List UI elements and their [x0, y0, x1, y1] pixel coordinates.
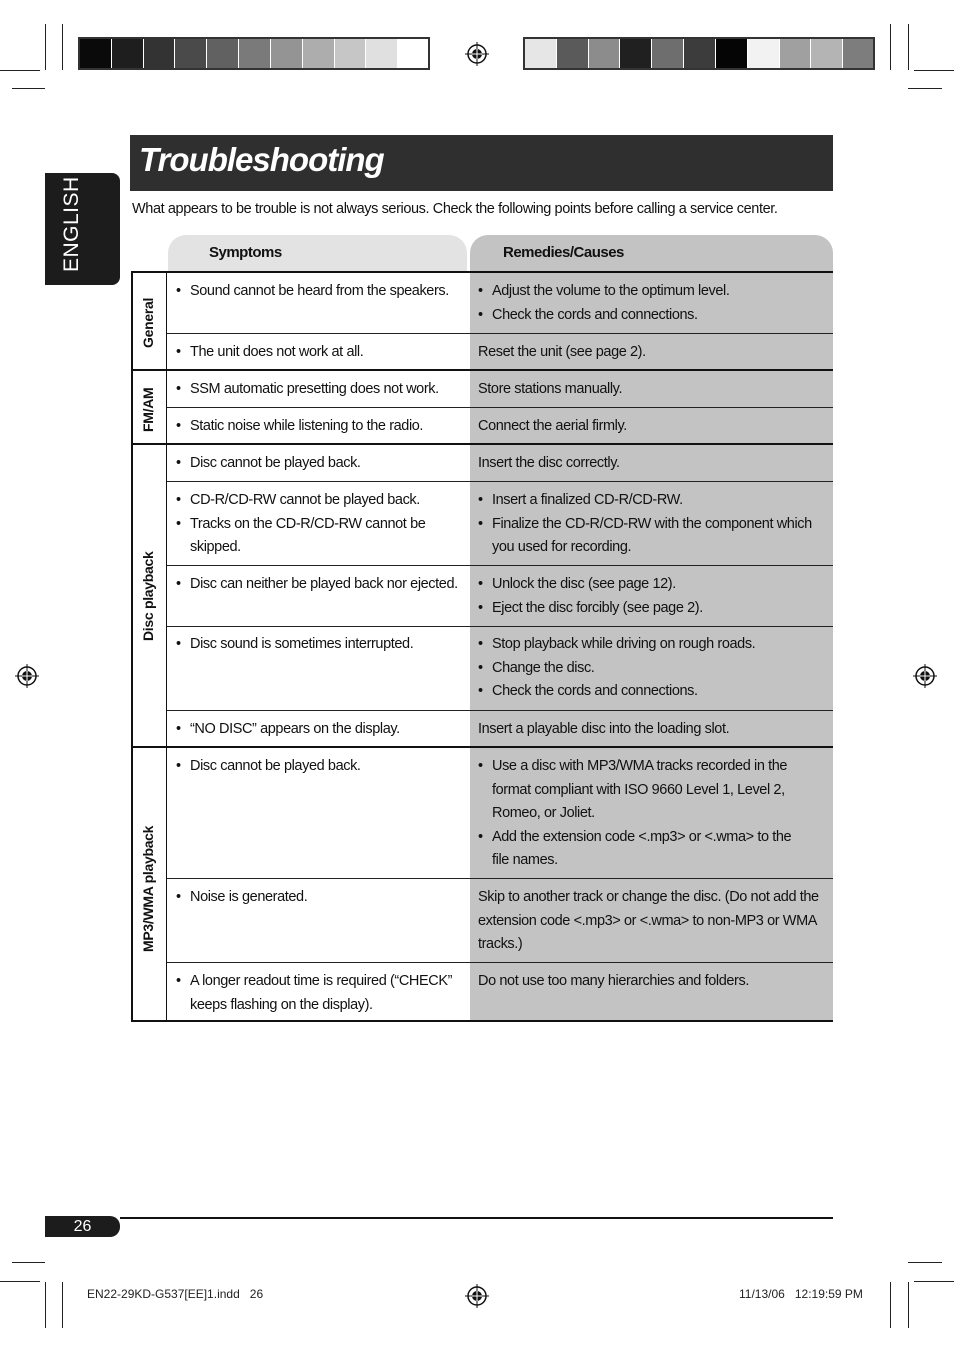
- table-row: [176, 886, 466, 910]
- table-row: [176, 452, 466, 476]
- row-divider: [167, 962, 833, 963]
- remedy-text: • Change the disc.: [478, 657, 824, 681]
- symptom-text: • Static noise while listening to the radio.: [176, 415, 466, 439]
- symptom-text: • Noise is generated.: [176, 886, 466, 910]
- table-row: [176, 280, 466, 304]
- remedy-text: Insert a playable disc into the loading slot.: [478, 721, 730, 737]
- remedy-text: Insert the disc correctly.: [478, 455, 620, 471]
- group-divider: [131, 1020, 833, 1022]
- row-divider: [167, 710, 833, 711]
- symptom-text: • Disc sound is sometimes interrupted.: [176, 633, 466, 657]
- crop-mark: [0, 70, 40, 71]
- group-divider: [131, 271, 833, 273]
- print-file-info: [87, 1287, 263, 1301]
- crop-mark: [908, 88, 942, 89]
- crop-mark: [62, 1282, 63, 1328]
- symptom-text: • “NO DISC” appears on the display.: [176, 718, 466, 742]
- remedy-cell: [478, 489, 824, 560]
- crop-mark: [45, 1282, 46, 1328]
- remedy-text: • Eject the disc forcibly (see page 2).: [478, 597, 824, 621]
- page-number: 26: [45, 1216, 120, 1237]
- crop-mark: [914, 1281, 954, 1282]
- symptom-text: • Disc cannot be played back.: [176, 755, 466, 779]
- remedy-text: • Use a disc with MP3/WMA tracks recorded in the format compliant with ISO 9660 Level 1, Level 2, Romeo, or Joliet.: [478, 755, 808, 826]
- registration-mark-icon: [15, 664, 39, 688]
- row-divider: [167, 878, 833, 879]
- table-row: [176, 489, 470, 560]
- category-label: General: [140, 297, 156, 348]
- symptom-text: • Tracks on the CD-R/CD-RW cannot be skipped.: [176, 513, 470, 560]
- print-file-name: EN22-29KD-G537[EE]1.indd: [87, 1287, 240, 1301]
- table-row: [176, 341, 466, 365]
- crop-mark: [12, 88, 45, 89]
- intro-text: What appears to be trouble is not always serious. Check the following points before calling a service center.: [132, 201, 778, 217]
- remedy-cell: [478, 633, 824, 704]
- remedy-text: Do not use too many hierarchies and folders.: [478, 973, 749, 989]
- crop-mark: [12, 1262, 45, 1263]
- symptom-text: • Disc can neither be played back nor ejected.: [176, 573, 466, 597]
- grayscale-calibration-bar-right: [523, 37, 875, 70]
- title-bar: [130, 135, 833, 191]
- symptom-text: • Disc cannot be played back.: [176, 452, 466, 476]
- category-label: Disc playback: [140, 551, 156, 641]
- table-row: [176, 378, 466, 402]
- crop-mark: [908, 1262, 942, 1263]
- crop-mark: [890, 24, 891, 70]
- remedy-text: • Adjust the volume to the optimum level.: [478, 280, 824, 304]
- remedy-text: Reset the unit (see page 2).: [478, 344, 646, 360]
- remedy-cell: [478, 755, 808, 873]
- category-label: FM/AM: [140, 387, 156, 432]
- crop-mark: [890, 1282, 891, 1328]
- symptom-text: • Sound cannot be heard from the speakers.: [176, 280, 466, 304]
- page-title: Troubleshooting: [139, 141, 384, 178]
- remedy-cell: [478, 280, 824, 327]
- symptoms-header-label: Symptoms: [209, 244, 282, 261]
- remedy-cell: [478, 573, 824, 620]
- group-divider: [131, 369, 833, 371]
- print-date: 11/13/06: [739, 1287, 785, 1301]
- remedy-text: • Stop playback while driving on rough roads.: [478, 633, 824, 657]
- table-row: [176, 573, 466, 597]
- remedy-text: • Finalize the CD-R/CD-RW with the component which you used for recording.: [478, 513, 824, 560]
- remedy-text: • Add the extension code <.mp3> or <.wma> to the file names.: [478, 826, 808, 873]
- crop-mark: [45, 24, 46, 70]
- print-time: 12:19:59 PM: [794, 1287, 863, 1301]
- print-file-page: 26: [249, 1287, 264, 1301]
- category-label: MP3/WMA playback: [140, 825, 156, 952]
- grayscale-calibration-bar-left: [78, 37, 430, 70]
- row-divider: [167, 481, 833, 482]
- table-row: [176, 633, 466, 657]
- symptom-text: • SSM automatic presetting does not work.: [176, 378, 466, 402]
- remedy-text: • Check the cords and connections.: [478, 304, 824, 328]
- registration-mark-icon: [465, 1284, 489, 1308]
- table-row: [176, 718, 466, 742]
- row-divider: [167, 333, 833, 334]
- remedy-text: • Check the cords and connections.: [478, 680, 824, 704]
- crop-mark: [62, 24, 63, 70]
- group-divider: [131, 443, 833, 445]
- symptom-text: • CD-R/CD-RW cannot be played back.: [176, 489, 470, 513]
- row-divider: [167, 565, 833, 566]
- crop-mark: [0, 1281, 40, 1282]
- symptom-text: • The unit does not work at all.: [176, 341, 466, 365]
- symptom-text: • A longer readout time is required (“CHECK” keeps flashing on the display).: [176, 970, 466, 1017]
- crop-mark: [914, 70, 954, 71]
- table-row: [176, 970, 466, 1017]
- remedy-text: • Insert a finalized CD-R/CD-RW.: [478, 489, 824, 513]
- table-row: [176, 415, 466, 439]
- remedies-header-label: Remedies/Causes: [503, 244, 624, 261]
- language-tab-label: ENGLISH: [60, 176, 83, 272]
- footer-rule: [120, 1217, 833, 1219]
- remedy-text: Connect the aerial firmly.: [478, 418, 627, 434]
- registration-mark-icon: [913, 664, 937, 688]
- row-divider: [167, 626, 833, 627]
- crop-mark: [908, 24, 909, 70]
- print-timestamp: [739, 1287, 863, 1301]
- registration-mark-icon: [465, 42, 489, 66]
- remedy-text: • Unlock the disc (see page 12).: [478, 573, 824, 597]
- crop-mark: [908, 1282, 909, 1328]
- table-row: [176, 755, 466, 779]
- group-divider: [131, 746, 833, 748]
- remedy-text: Skip to another track or change the disc. (Do not add the extension code <.mp3> or <.wma> to non-MP3 or WMA tracks.): [478, 889, 819, 952]
- row-divider: [167, 407, 833, 408]
- remedy-text: Store stations manually.: [478, 381, 623, 397]
